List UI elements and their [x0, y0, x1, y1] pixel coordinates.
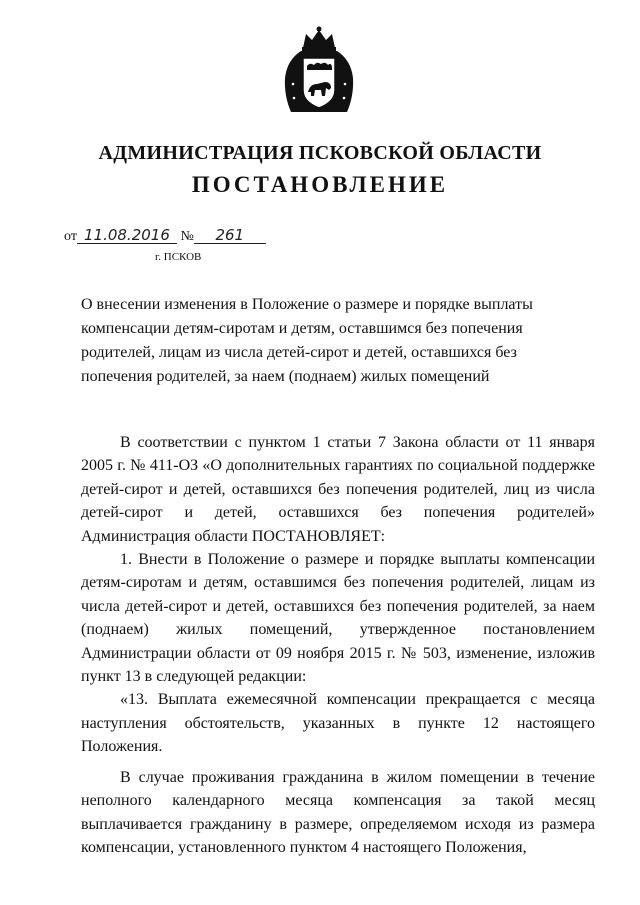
pskov-coat-of-arms-icon [279, 26, 359, 118]
body-paragraph: 1. Внести в Положение о размере и порядке выплаты компенсации детям-сиротам и детям, оставшимся без попечения родителей, лицам из числа детей-сирот и детей, оставшихся без попечения родителей, за наем (поднаем) жилых помещений, утвержденное постановлением Администрации области от 09 ноября 2015 г. № 503, изменение, изложив пункт 13 в следующей редакции: [81, 551, 595, 686]
document-meta [64, 227, 266, 245]
document-date: 11.08.2016 [77, 227, 177, 244]
number-prefix: № [180, 229, 194, 244]
document-city: г. ПСКОВ [155, 251, 202, 263]
body-paragraph: «13. Выплата ежемесячной компенсации прекращается с месяца наступления обстоятельств, указанных в пункте 12 настоящего Положения. [81, 691, 595, 756]
document-type-title: ПОСТАНОВЛЕНИЕ [191, 172, 449, 197]
document-body [81, 431, 595, 859]
document-subject: О внесении изменения в Положение о размере и порядке выплаты компенсации детям-сиротам и детям, оставшимся без попечения родителей, лицам из числа детей-сирот и детей, оставшихся без попечения родителей, за наем (поднаем) жилых помещений [81, 296, 533, 385]
date-prefix: от [64, 229, 77, 244]
body-paragraph: В соответствии с пунктом 1 статьи 7 Закона области от 11 января 2005 г. № 411-ОЗ «О дополнительных гарантиях по социальной поддержке детей-сирот и детей, оставшихся без попечения родителей, лиц из числа детей-сирот и детей, оставшихся без попечения родителей» Администрация области ПОСТАНОВЛЯЕТ: [81, 434, 595, 545]
body-paragraph: В случае проживания гражданина в жилом помещении в течение неполного календарного месяца компенсация за такой месяц выплачивается гражданину в размере, определяемом исходя из размера компенсации, установленного пунктом 4 настоящего Положения, [81, 768, 595, 856]
document-number: 261 [194, 227, 266, 244]
organization-title: АДМИНИСТРАЦИЯ ПСКОВСКОЙ ОБЛАСТИ [98, 142, 542, 164]
